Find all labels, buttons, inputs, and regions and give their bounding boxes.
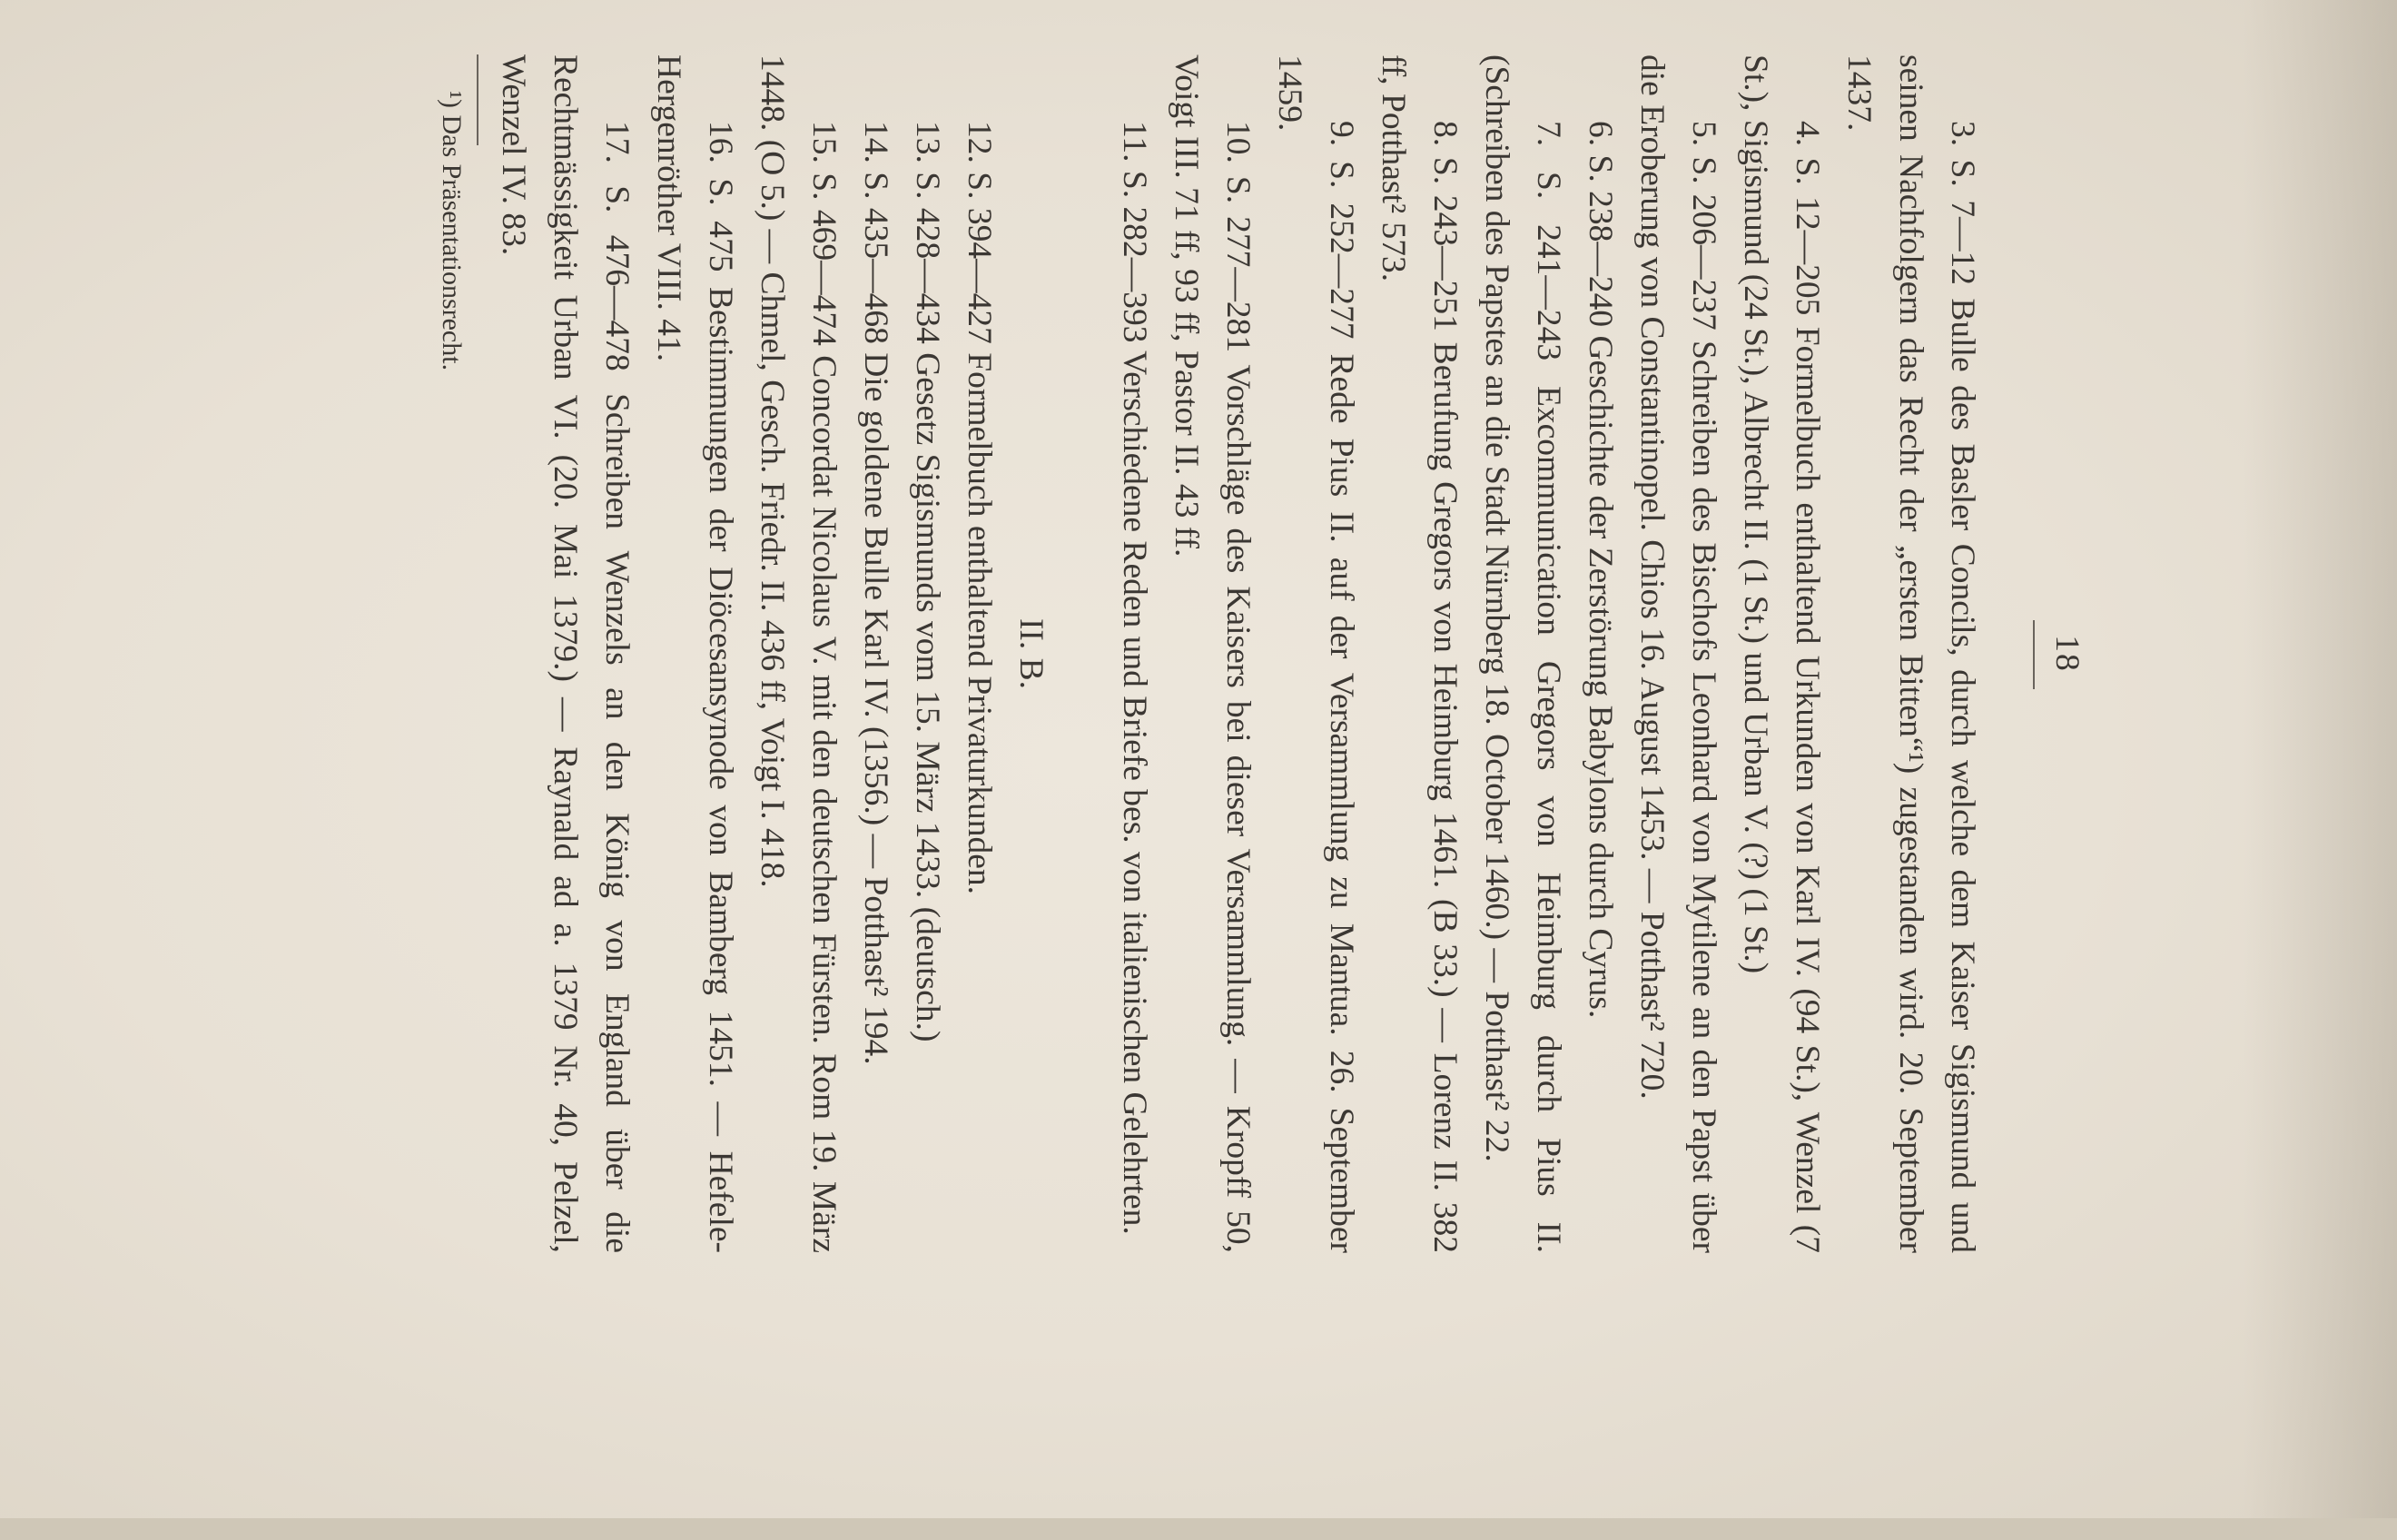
catalog-entry: 16. S. 475 Bestimmungen der Diöcesansynode von Bamberg 1451. — Hefele-Hergenröther VIII. 41. <box>650 54 739 1253</box>
catalog-entry: 7. S. 241—243 Excommunication Gregors von Heimburg durch Pius II. (Schreiben des Papstes an die Stadt Nürnberg 18. October 1460.) — Potthast² 22. <box>1478 54 1567 1253</box>
section-heading: II. B. <box>1012 617 1050 690</box>
catalog-entry: 5. S. 206—237 Schreiben des Bischofs Leonhard von Mytilene an den Papst über die Eroberung von Constantinopel. Chios 16. August 1453. — Potthast² 720. <box>1633 54 1722 1253</box>
catalog-entry: 13. S. 428—434 Gesetz Sigismunds vom 15. März 1433. (deutsch.) <box>909 121 946 1042</box>
page-number: 18 <box>2048 635 2086 673</box>
catalog-entry: 12. S. 394—427 Formelbuch enthaltend Privaturkunden. <box>961 121 998 894</box>
catalog-entry: 11. S. 282—393 Verschiedene Reden und Briefe bes. von italienischen Gelehrten. <box>1116 121 1153 1235</box>
section-spacer <box>1057 54 1109 1253</box>
page-edge-shadow <box>2243 0 2397 1518</box>
catalog-entry: 14. S. 435—468 Die goldene Bulle Karl IV. (1356.) — Potthast² 194. <box>857 121 894 1065</box>
catalog-entry: 8. S. 243—251 Berufung Gregors von Heimburg 1461. (B 33.) — Lorenz II. 382 ff, Potthast² 573. <box>1375 54 1464 1253</box>
page-number-rule <box>2033 620 2035 689</box>
catalog-entry: 17. S. 476—478 Schreiben Wenzels an den König von England über die Rechtmässigkeit Urban VI. (20. Mai 1379.) — Raynald ad a. 1379 Nr. 40, Pelzel, Wenzel IV. 83. <box>495 54 636 1253</box>
catalog-entry: 9. S. 252—277 Rede Pius II. auf der Versammlung zu Mantua. 26. September 1459. <box>1271 54 1360 1253</box>
catalog-entry: 15. S. 469—474 Concordat Nicolaus V. mit den deutschen Fürsten. Rom 19. März 1448. (O 5.) — Chmel, Gesch. Friedr. II. 436 ff, Voigt I. 418. <box>754 54 843 1253</box>
catalog-entry: 10. S. 277—281 Vorschläge des Kaisers bei dieser Versammlung. — Kropff 50, Voigt III. 71 ff, 93 ff, Pastor II. 43 ff. <box>1168 54 1257 1253</box>
rotated-page-content <box>168 54 2093 1253</box>
catalog-entry: 4. S. 12—205 Formelbuch enthaltend Urkunden von Karl IV. (94 St.), Wenzel (7 St.), Sigismund (24 St.), Albrecht II. (1 St.) und Urban V. (?) (1 St.) <box>1737 54 1826 1253</box>
document-body <box>433 54 1988 1253</box>
footnote: ¹) Das Präsentationsrecht. <box>437 91 467 371</box>
catalog-entry: 6. S. 238—240 Geschichte der Zerstörung Babylons durch Cyrus. <box>1582 121 1619 1019</box>
footnote-rule <box>477 54 478 145</box>
catalog-entry: 3. S. 7—12 Bulle des Basler Concils, durch welche dem Kaiser Sigismund und seinen Nachfolgern das Recht der „ersten Bitten“¹) zugestanden wird. 20. September 1437. <box>1840 54 1981 1253</box>
